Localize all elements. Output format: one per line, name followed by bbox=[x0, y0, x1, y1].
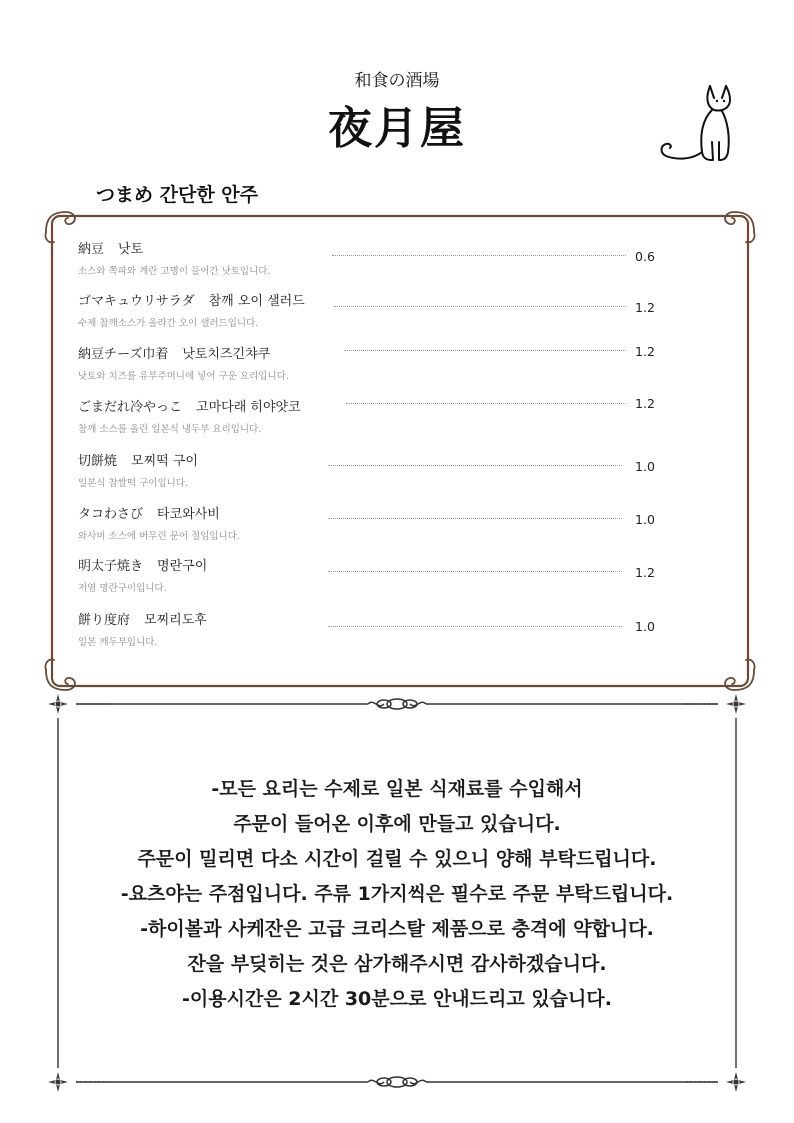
item-name-jp: 納豆 bbox=[78, 242, 105, 257]
item-description: 와사비 소스에 버무린 문어 절임입니다. bbox=[78, 531, 240, 542]
item-description: 일본 깨두부입니다. bbox=[78, 637, 158, 648]
notice-line: 주문이 밀리면 다소 시간이 걸릴 수 있으니 양해 부탁드립니다. bbox=[137, 848, 657, 870]
knot-ornament-icon bbox=[368, 699, 426, 709]
item-name-jp: タコわさび bbox=[78, 507, 144, 522]
item-name-ko: 모찌리도후 bbox=[144, 613, 207, 628]
item-name-jp: 切餅焼 bbox=[78, 454, 118, 469]
item-description: 저염 명란구이입니다. bbox=[78, 583, 167, 594]
subtitle: 和食の酒場 bbox=[354, 71, 440, 91]
dot-leader bbox=[328, 465, 622, 466]
item-price: 1.2 bbox=[635, 300, 655, 315]
item-name-jp: 餅り度府 bbox=[78, 613, 131, 628]
item-name-jp: 明太子焼き bbox=[78, 559, 144, 574]
dot-leader bbox=[344, 350, 626, 351]
section-heading: つまめ 간단한 안주 bbox=[96, 184, 258, 206]
dot-leader bbox=[328, 518, 622, 519]
item-description: 낫토와 치즈를 유부주머니에 넣어 구운 요리입니다. bbox=[78, 371, 289, 382]
item-description: 수제 참깨소스가 올라간 오이 샐러드입니다. bbox=[78, 318, 259, 329]
item-price: 1.0 bbox=[635, 512, 655, 527]
item-name-ko: 고마다래 히야얏코 bbox=[196, 400, 301, 415]
item-name-ko: 명란구이 bbox=[157, 559, 208, 574]
dot-leader bbox=[328, 626, 622, 627]
notice-text bbox=[48, 772, 746, 1017]
item-name-jp: ゴマキュウリサラダ bbox=[78, 294, 195, 309]
item-name-ko: 모찌떡 구이 bbox=[131, 454, 198, 469]
notice-line: 잔을 부딪히는 것은 삼가해주시면 감사하겠습니다. bbox=[187, 953, 607, 975]
fleur-corner-icon bbox=[726, 694, 746, 714]
dot-leader bbox=[334, 306, 626, 307]
item-description: 일본식 찹쌀떡 구이입니다. bbox=[78, 478, 189, 489]
item-price: 1.2 bbox=[635, 565, 655, 580]
item-price: 1.2 bbox=[635, 396, 655, 411]
fleur-corner-icon bbox=[48, 694, 68, 714]
item-name-ko: 타코와사비 bbox=[157, 507, 220, 522]
item-name-ko: 참깨 오이 샐러드 bbox=[208, 294, 305, 309]
dot-leader bbox=[328, 571, 622, 572]
item-name-ko: 낫토치즈긴챠쿠 bbox=[182, 347, 271, 362]
notice-line: -요츠야는 주점입니다. 주류 1가지씩은 필수로 주문 부탁드립니다. bbox=[120, 883, 674, 905]
page-title: 夜月屋 bbox=[328, 103, 466, 154]
item-price: 0.6 bbox=[635, 249, 655, 264]
knot-ornament-icon bbox=[368, 1077, 426, 1087]
item-price: 1.0 bbox=[635, 619, 655, 634]
item-price: 1.0 bbox=[635, 459, 655, 474]
notice-line: -이용시간은 2시간 30분으로 안내드리고 있습니다. bbox=[182, 988, 612, 1010]
item-name-ko: 낫토 bbox=[118, 242, 144, 257]
dot-leader bbox=[332, 255, 626, 256]
dot-leader bbox=[346, 403, 626, 404]
item-name-jp: 納豆チーズ巾着 bbox=[78, 347, 169, 362]
cat-outline-icon bbox=[656, 80, 736, 164]
item-name-jp: ごまだれ冷やっこ bbox=[78, 400, 183, 415]
fleur-corner-icon bbox=[726, 1072, 746, 1092]
notice-line: -모든 요리는 수제로 일본 식재료를 수입해서 bbox=[211, 778, 583, 800]
item-price: 1.2 bbox=[635, 344, 655, 359]
item-description: 참깨 소스를 올린 일본식 냉두부 요리입니다. bbox=[78, 424, 262, 435]
fleur-corner-icon bbox=[48, 1072, 68, 1092]
item-description: 소스와 쪽파와 계란 고명이 들어간 낫토입니다. bbox=[78, 266, 271, 277]
notice-line: -하이볼과 사케잔은 고급 크리스탈 제품으로 충격에 약합니다. bbox=[140, 918, 654, 940]
notice-line: 주문이 들어온 이후에 만들고 있습니다. bbox=[233, 813, 561, 835]
